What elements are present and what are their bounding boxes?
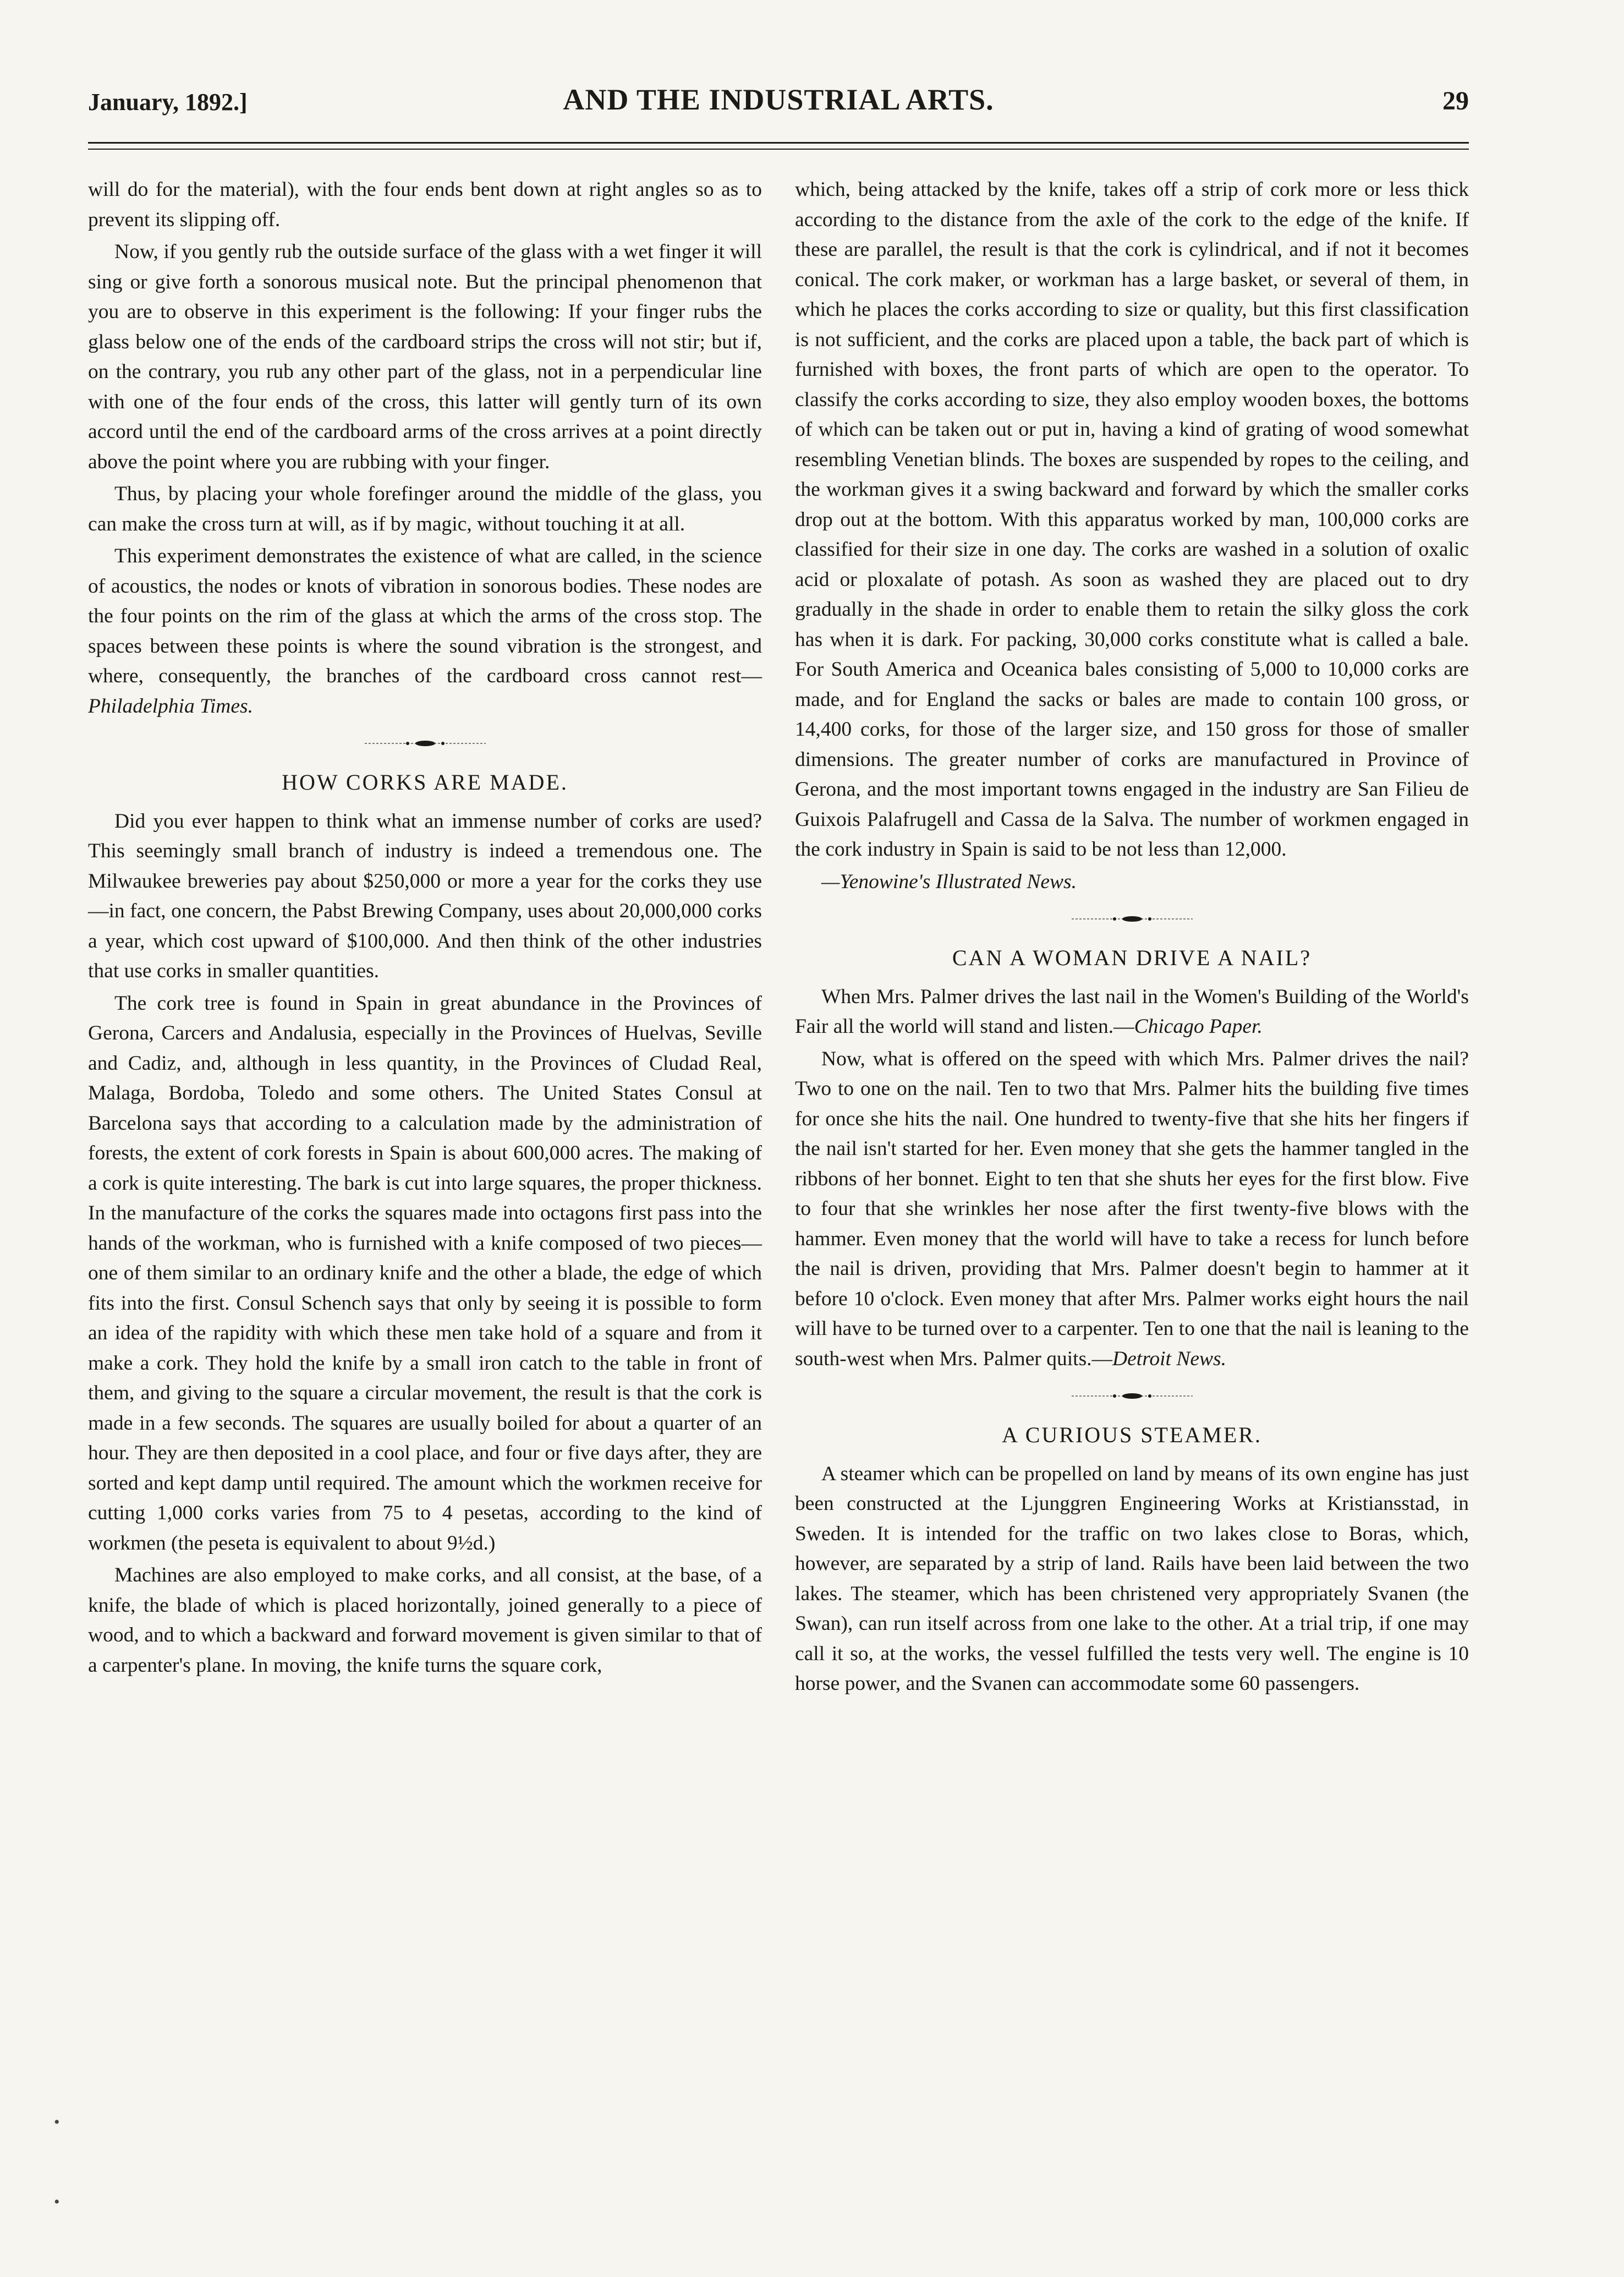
paragraph — [88, 541, 762, 721]
paragraph-text: This experiment demonstrates the existence of what are called, in the science of acoustics, the nodes or knots of vibration in sonorous bodies. These nodes are the four points on the rim of the glass at which the arms of the cross stop. The spaces between these points is where the sound vibration is the strongest, and where, consequently, the branches of the cardboard cross cannot rest— — [88, 545, 762, 687]
source-credit: Philadelphia Times. — [88, 694, 253, 718]
paragraph: The cork tree is found in Spain in great abundance in the Provinces of Gerona, Carcers and Andalusia, especially in the Provinces of Huelvas, Seville and Cadiz, and, although in less quantity, in the Provinces of Cludad Real, Malaga, Bordoba, Toledo and some others. The United States Consul at Barcelona says that according to a calculation made by the administration of forests, the extent of cork forests in Spain is about 600,000 acres. The making of a cork is quite interesting. The bark is cut into large squares, the proper thickness. In the manufacture of the corks the squares made into octagons first pass into the hands of the workman, who is furnished with a knife composed of two pieces—one of them similar to an ordinary knife and the other a blade, the edge of which fits into the first. Consul Schench says that only by seeing it is possible to form an idea of the rapidity with which these men take hold of a square and from it make a cork. They hold the knife by a small iron catch to the table in front of them, and giving to the square a circular movement, the result is that the cork is made in a few seconds. The squares are usually boiled for about a quarter of an hour. They are then deposited in a cool place, and four or five days after, they are sorted and kept damp until required. The amount which the workmen receive for cutting 1,000 corks varies from 75 to 4 pesetas, according to the kind of workmen (the peseta is equivalent to about 9½d.) — [88, 992, 762, 1555]
paragraph — [795, 1044, 1469, 1375]
section-divider-ornament — [88, 738, 762, 749]
section-title-nail: CAN A WOMAN DRIVE A NAIL? — [952, 945, 1312, 970]
paragraph: Thus, by placing your whole forefinger around the middle of the glass, you can make the cross turn at will, as if by magic, without touching it at all. — [88, 483, 762, 535]
journal-title: AND THE INDUSTRIAL ARTS. — [563, 83, 994, 116]
paragraph: Machines are also employed to make corks, and all consist, at the base, of a knife, the blade of which is placed horizontally, joined generally to a piece of wood, and to which a backward and forward movement is given similar to that of a carpenter's plane. In moving, the knife turns the square cork, — [88, 1564, 762, 1677]
header-rule-bottom — [88, 149, 1469, 150]
section-title-steamer: A CURIOUS STEAMER. — [1002, 1422, 1262, 1447]
header-rule-top — [88, 142, 1469, 144]
paragraph — [795, 982, 1469, 1042]
page-number: 29 — [1442, 86, 1469, 116]
paragraph: Now, if you gently rub the outside surface of the glass with a wet finger it will sing or give forth a sonorous musical note. But the principal phenomenon that you are to observe in this experiment is the following: If your finger rubs the glass below one of the ends of the cardboard strips the cross will not stir; but if, on the contrary, you rub any other part of the glass, not in a perpendicular line with one of the four ends of the cross, this latter will gently turn of its own accord until the end of the cardboard arms of the cross arrives at a point directly above the point where you are rubbing with your finger. — [88, 240, 762, 473]
source-credit: Detroit News. — [1112, 1347, 1226, 1370]
paragraph-text: When Mrs. Palmer drives the last nail in the Women's Building of the World's Fair all the world will stand and listen.— — [795, 985, 1469, 1038]
section-divider-ornament — [795, 1391, 1469, 1402]
margin-dot: • — [54, 2113, 60, 2131]
paragraph: will do for the material), with the four ends bent down at right angles so as to prevent its slipping off. — [88, 178, 762, 231]
section-title-corks: HOW CORKS ARE MADE. — [282, 770, 568, 795]
paragraph-text: Now, what is offered on the speed with which Mrs. Palmer drives the nail? Two to one on the nail. Ten to two that Mrs. Palmer hits the building five times for once she hits the nail. One hundred to twenty-five that she hits her fingers if the nail isn't started for her. Even money that she gets the hammer tangled in the ribbons of her bonnet. Eight to ten that she shuts her eyes for the first blow. Five to four that she wrinkles her nose after the first twenty-five blows with the hammer. Even money that the world will have to take a recess for lunch before the nail is driven, providing that Mrs. Palmer doesn't begin to hammer at it before 10 o'clock. Even money that after Mrs. Palmer works eight hours the nail will have to be turned over to a carpenter. Ten to one that the nail is leaning to the south-west when Mrs. Palmer quits.— — [795, 1047, 1469, 1370]
source-credit: —Yenowine's Illustrated News. — [821, 870, 1077, 893]
paragraph: A steamer which can be propelled on land by means of its own engine has just been constructed at the Ljunggren Engineering Works at Kristiansstad, in Sweden. It is intended for the traffic on two lakes close to Boras, which, however, are separated by a strip of land. Rails have been laid between the two lakes. The steamer, which has been christened very appropriately Svanen (the Swan), can run itself across from one lake to the other. At a trial trip, if one may call it so, at the works, the vessel fulfilled the tests very well. The engine is 10 horse power, and the Svanen can accommodate some 60 passengers. — [795, 1462, 1469, 1695]
issue-date: January, 1892.] — [88, 89, 248, 116]
left-column — [88, 175, 762, 1681]
right-column — [795, 175, 1469, 1699]
margin-dot: • — [54, 2193, 60, 2211]
running-head — [88, 83, 1469, 127]
paragraph: Did you ever happen to think what an immense number of corks are used? This seemingly small branch of industry is indeed a tremendous one. The Milwaukee breweries pay about $250,000 or more a year for the corks they use—in fact, one concern, the Pabst Brewing Company, uses about 20,000,000 corks a year, which cost upward of $100,000. And then think of the other industries that use corks in smaller quantities. — [88, 809, 762, 982]
source-credit: Chicago Paper. — [1134, 1015, 1263, 1038]
paragraph: which, being attacked by the knife, takes off a strip of cork more or less thick according to the distance from the axle of the cork to the edge of the knife. If these are parallel, the result is that the cork is cylindrical, and if not it becomes conical. The cork maker, or workman has a large basket, or several of them, in which he places the corks according to size or quality, but this first classification is not sufficient, and the corks are placed upon a table, the back part of which is furnished with boxes, the front parts of which are open to the operator. To classify the corks according to size, they also employ wooden boxes, the bottoms of which can be taken out or put in, having a kind of grating of wood somewhat resembling Venetian blinds. The boxes are suspended by ropes to the ceiling, and the workman gives it a swing backward and forward by which the smaller corks drop out at the bottom. With this apparatus worked by man, 100,000 corks are classified for their size in one day. The corks are washed in a solution of oxalic acid or ploxalate of potash. As soon as washed they are placed out to dry gradually in the shade in order to enable them to retain the silky gloss the cork has when it is dark. For packing, 30,000 corks constitute what is called a bale. For South America and Oceanica bales consisting of 5,000 to 10,000 corks are made, and for England the sacks or bales are made to contain 100 gross, or 14,400 corks, for those of the larger size, and 150 gross for those of smaller dimensions. The greater number of corks are manufactured in Province of Gerona, and the most important towns engaged in the industry are San Filieu de Guixois Palafrugell and Cassa de la Salva. The number of workmen engaged in the cork industry in Spain is said to be not less than 12,000. — [795, 178, 1469, 861]
section-divider-ornament — [795, 913, 1469, 924]
